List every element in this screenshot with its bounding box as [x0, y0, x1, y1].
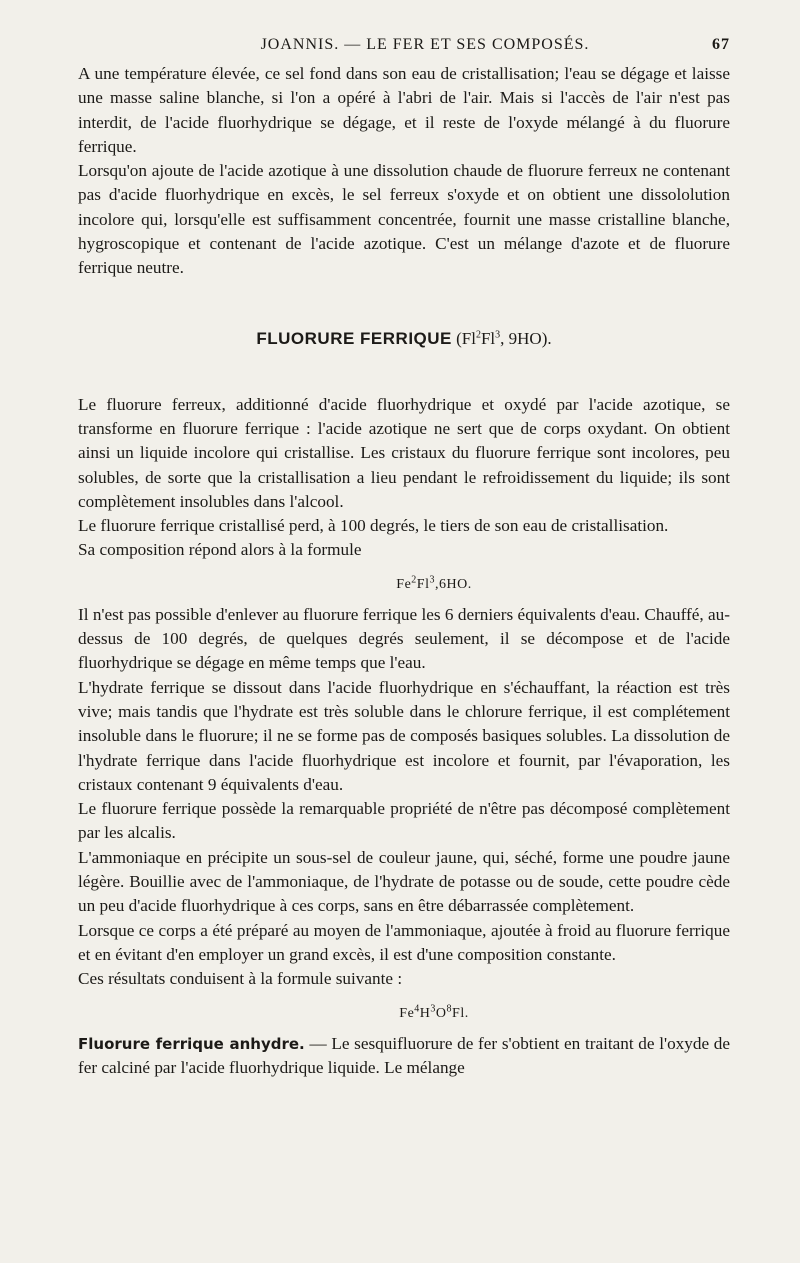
paragraph: Il n'est pas possible d'enlever au fluorure ferrique les 6 derniers équivalents d'eau. Chauffé, au-dessus de 100 degrés, de quelques degrés seulement, il se décompose et de l'acide fluorhydrique se dégage en même temps que l'eau. — [78, 604, 730, 673]
paragraph: Lorsque ce corps a été préparé au moyen de l'ammoniaque, ajoutée à froid au fluorure ferrique et en évitant d'en employer un grand excès, il est d'une composition constante. — [78, 920, 730, 964]
section-heading: FLUORURE FERRIQUE (Fl$^2$Fl$^3$, 9HO). — [256, 328, 552, 348]
paragraph-text: — Le sesquifluorure de fer s'obtient en traitant de l'oxyde de fer calciné par l'acide fluorhydrique liquide. Le mélange — [78, 1033, 731, 1077]
section-heading-formula-open: (Fl — [451, 328, 476, 348]
paragraph: Le fluorure ferreux, additionné d'acide fluorhydrique et oxydé par l'acide azotique, se transforme en fluorure ferrique : l'acide azotique ne sert que de corps oxydant. On obtient ainsi un liquide incolore qui cristallise. Les cristaux du fluorure ferrique sont incolores, peu solubles, de sorte que la cristallisation a lieu pendant le refroidissement du liquide; ils sont complètement insolubles dans l'alcool. — [78, 394, 730, 511]
paragraph: Lorsqu'on ajoute de l'acide azotique à une dissolution chaude de fluorure ferreux ne contenant pas d'acide fluorhydrique en excès, le sel ferreux s'oxyde et on obtient une dissololution incolore qui, lorsqu'elle est suffisamment concentrée, fournit une masse cristalline blanche, hygroscopique et contenant de l'acide azotique. C'est un mélange d'azote et de fluorure ferrique neutre. — [78, 161, 730, 278]
paragraph: Le fluorure ferrique possède la remarquable propriété de n'être pas décomposé complètement par les alcalis. — [78, 799, 730, 843]
section-heading-caps: FLUORURE FERRIQUE — [256, 328, 452, 348]
paragraph: Ces résultats conduisent à la formule suivante : — [78, 969, 403, 989]
section-heading-formula-close: , 9HO). — [500, 328, 552, 348]
formula: $Fe^4H^3O^8Fl$. — [399, 1002, 469, 1021]
page-number: 67 — [712, 36, 730, 53]
section-heading-formula-mid: Fl — [480, 328, 496, 348]
paragraph — [78, 1032, 730, 1081]
formula: Fe$^2$Fl$^3$,6HO. — [396, 574, 472, 592]
paragraph: Sa composition répond alors à la formule — [78, 540, 362, 560]
run-in-heading: Fluorure ferrique anhydre. — [78, 1034, 305, 1053]
paragraph: Le fluorure ferrique cristallisé perd, à 100 degrés, le tiers de son eau de cristallisation. — [78, 516, 669, 536]
paragraph: L'ammoniaque en précipite un sous-sel de couleur jaune, qui, séché, forme une poudre jaune légère. Bouillie avec de l'ammoniaque, de l'hydrate de potasse ou de soude, cette poudre cède un peu d'acide fluorhydrique à ces corps, sans en être débarrassée complètement. — [78, 847, 730, 916]
running-header — [78, 36, 730, 54]
paragraph: A une température élevée, ce sel fond dans son eau de cristallisation; l'eau se dégage et laisse une masse saline blanche, si l'on a opéré à l'abri de l'air. Mais si l'accès de l'air n'est pas interdit, de l'acide fluorhydrique se dégage, et il reste de l'oxyde mélangé à du fluorure ferrique. — [78, 64, 730, 156]
paragraph: L'hydrate ferrique se dissout dans l'acide fluorhydrique en s'échauffant, la réaction est très vive; mais tandis que l'hydrate est très soluble dans le chlorure ferrique, il est complétement insoluble dans le fluorure; il ne se forme pas de composés basiques solubles. La dissolution de l'hydrate ferrique dans l'acide fluorhydrique est incolore et fournit, par l'évaporation, les cristaux contenant 9 équivalents d'eau. — [78, 677, 730, 794]
running-title: JOANNIS. — LE FER ET SES COMPOSÉS. — [260, 36, 590, 53]
